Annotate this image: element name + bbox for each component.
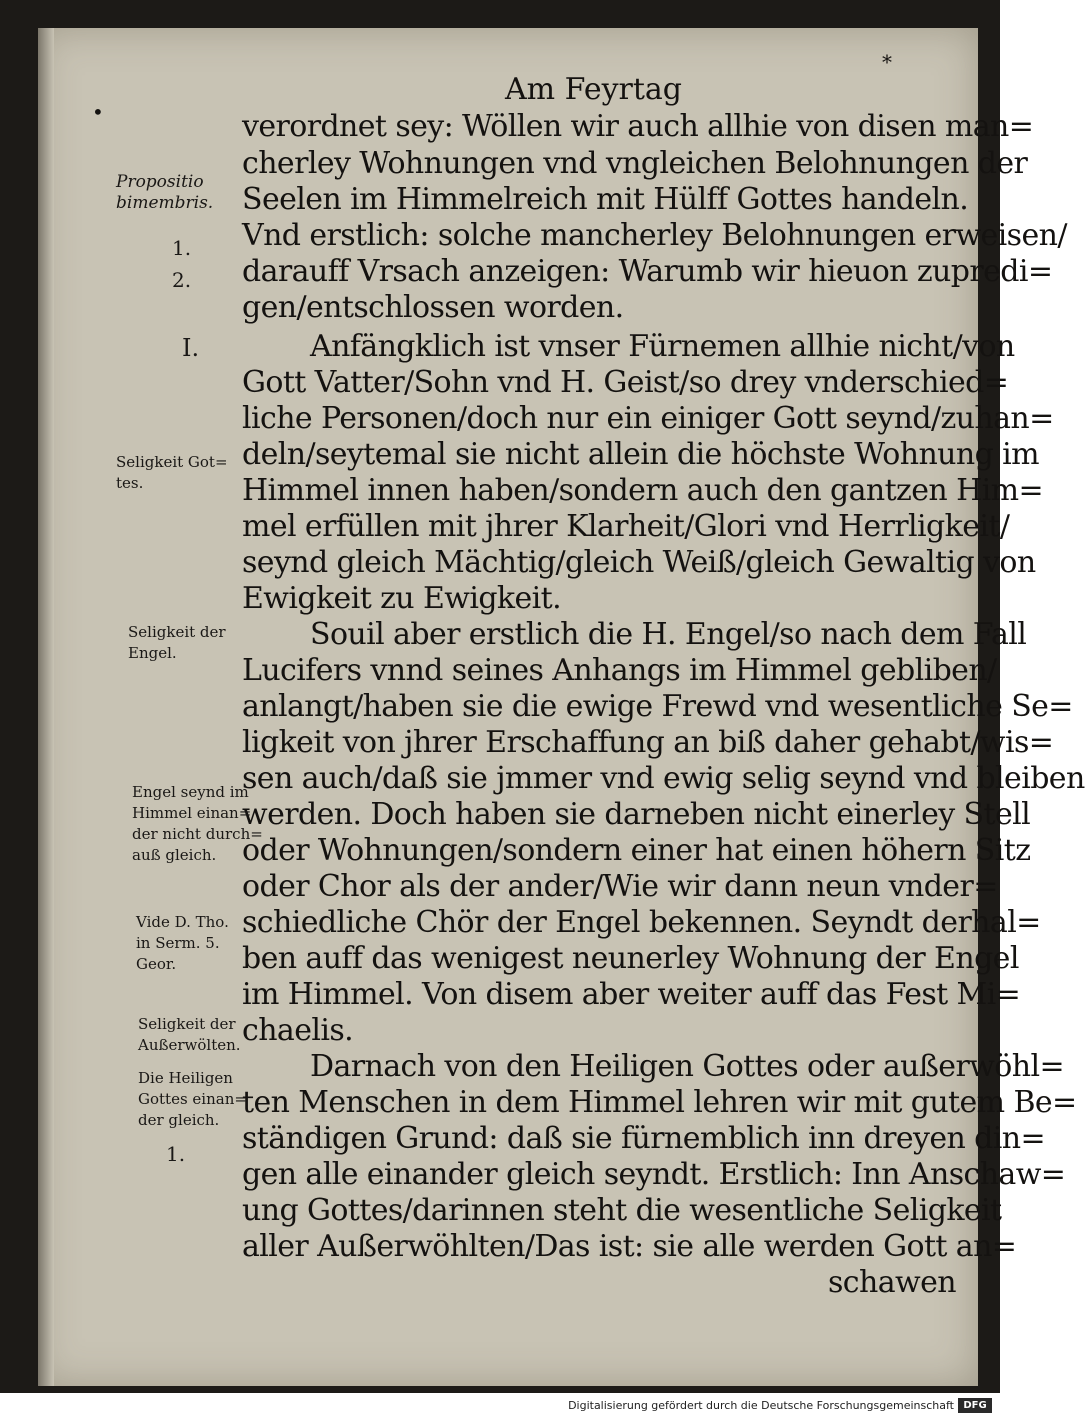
text-line: ten Menschen in dem Himmel lehren wir mit gutem Be= [242,1085,1077,1120]
text-line: sen auch/daß sie jmmer vnd ewig selig seynd vnd bleiben [242,761,1085,796]
margin-number: 2. [172,268,192,292]
margin-note-seligkeit-gottes: Seligkeit Got= tes. [116,453,228,492]
text-line: seynd gleich Mächtig/gleich Weiß/gleich Gewaltig von [242,545,1036,580]
text-line: Vnd erstlich: solche mancherley Belohnungen erweisen/ [242,218,1067,253]
page-header: Am Feyrtag [505,72,683,107]
text-line: oder Chor als der ander/Wie wir dann neun vnder= [242,869,998,904]
paragraph-start-line: Souil aber erstlich die H. Engel/so nach dem Fall [310,617,1027,652]
margin-number: I. [182,334,200,362]
catchword: schawen [828,1265,956,1300]
text-line: gen alle einander gleich seyndt. Erstlich: Inn Anschaw= [242,1157,1066,1192]
text-line: liche Personen/doch nur ein einiger Gott seynd/zuhan= [242,401,1054,436]
text-line: Himmel innen haben/sondern auch den gantzen Him= [242,473,1044,508]
text-line: mel erfüllen mit jhrer Klarheit/Glori vnd Herrligkeit/ [242,509,1010,544]
text-line: Ewigkeit zu Ewigkeit. [242,581,562,616]
dfg-logo: DFG [958,1398,992,1413]
text-line: ligkeit von jhrer Erschaffung an biß daher gehabt/wis= [242,725,1054,760]
text-line: Lucifers vnnd seines Anhangs im Himmel gebliben/ [242,653,997,688]
paragraph-start-line: Darnach von den Heiligen Gottes oder außerwöhl= [310,1049,1064,1084]
margin-number: 1. [166,1142,186,1166]
text-line: chaelis. [242,1013,354,1048]
text-line: ung Gottes/darinnen steht die wesentliche Seligkeit [242,1193,1002,1228]
text-line: werden. Doch haben sie darneben nicht einerley Stell [242,797,1031,832]
funding-notice: Digitalisierung gefördert durch die Deutsche Forschungsgemeinschaft [568,1399,954,1412]
margin-number: 1. [172,236,192,260]
margin-note-seligkeit-ausserwoelten: Seligkeit der Außerwölten. [138,1015,241,1054]
text-line: Gott Vatter/Sohn vnd H. Geist/so drey vnderschied= [242,365,1009,400]
paragraph-start-line: Anfängklich ist vnser Fürnemen allhie nicht/von [310,329,1015,364]
text-line: schiedliche Chör der Engel bekennen. Seyndt derhal= [242,905,1041,940]
text-line: aller Außerwöhlten/Das ist: sie alle werden Gott an= [242,1229,1017,1264]
text-line: deln/seytemal sie nicht allein die höchste Wohnung im [242,437,1040,472]
text-line: Seelen im Himmelreich mit Hülff Gottes handeln. [242,182,969,217]
margin-note-vide: Vide D. Tho. in Serm. 5. Geor. [136,913,229,973]
margin-note-propositio: Propositio bimembris. [116,172,214,213]
page-gutter [38,28,54,1386]
text-line: darauff Vrsach anzeigen: Warumb wir hieuon zupredi= [242,254,1053,289]
text-line: im Himmel. Von disem aber weiter auff das Fest Mi= [242,977,1021,1012]
margin-dot: • [92,100,104,124]
margin-note-heiligen: Die Heiligen Gottes einan= der gleich. [138,1069,247,1129]
text-line: verordnet sey: Wöllen wir auch allhie von disen man= [242,109,1034,144]
margin-note-seligkeit-engel: Seligkeit der Engel. [128,623,226,662]
text-line: anlangt/haben sie die ewige Frewd vnd wesentliche Se= [242,689,1073,724]
corner-mark: * [882,50,892,74]
text-line: oder Wohnungen/sondern einer hat einen höhern Sitz [242,833,1031,868]
text-line: ben auff das wenigest neunerley Wohnung der Engel [242,941,1019,976]
margin-note-engel-seynd: Engel seynd im Himmel einan= der nicht durch= auß gleich. [132,783,263,864]
text-line: gen/entschlossen worden. [242,290,624,325]
footer-bar [0,1393,1000,1419]
text-line: ständigen Grund: daß sie fürnemblich inn dreyen din= [242,1121,1046,1156]
text-line: cherley Wohnungen vnd vngleichen Belohnungen der [242,146,1028,181]
